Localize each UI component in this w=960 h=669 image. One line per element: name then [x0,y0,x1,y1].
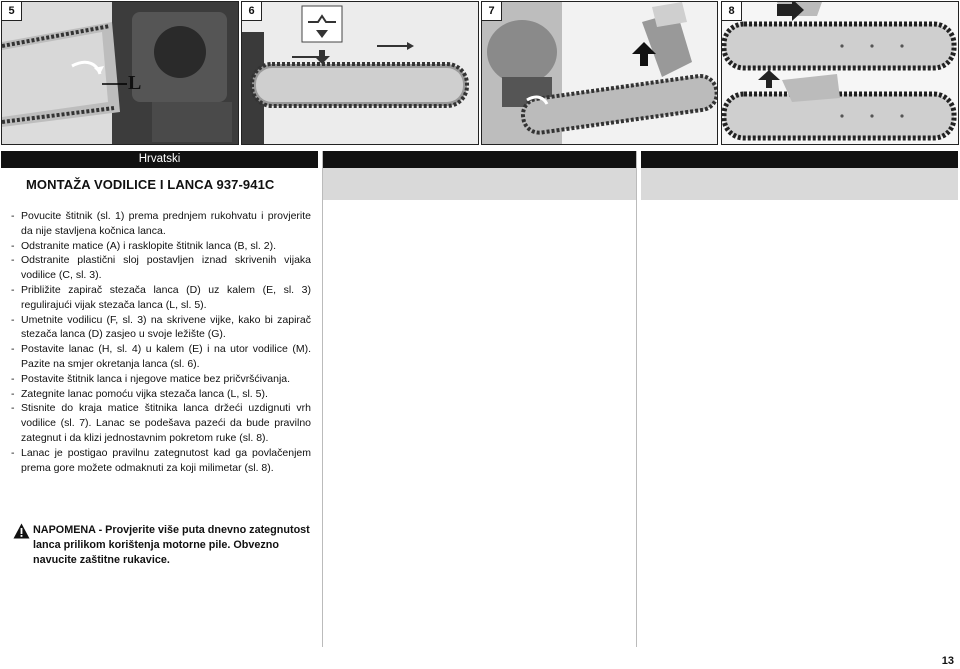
list-item: - Stisnite do kraja matice štitnika lanca držeći uzdignuti vrh vodilice (sl. 7). Lanac se podešava pazeći da bude pravilno zategnut i da klizi jednostavnim pokretom ruke (sl. 8). [11,401,311,445]
chain-tension-check-illustration [722,2,959,145]
figure-number: 8 [722,2,742,21]
figure-number: 7 [482,2,502,21]
list-item: - Povucite štitnik (sl. 1) prema prednjem rukohvatu i provjerite da nije stavljena kočnica lanca. [11,209,311,239]
list-item: - Postavite lanac (H, sl. 4) u kalem (E) i na utor vodilice (M). Pazite na smjer okretanja lanca (sl. 6). [11,342,311,372]
title-band [323,168,636,200]
figure-5 [1,1,239,145]
list-item: - Umetnite vodilicu (F, sl. 3) na skrivene vijke, kako bi zapirač stezača lanca (D) zasjeo u svoje ležište (G). [11,313,311,343]
language-header: Hrvatski [1,151,318,168]
chainsaw-closeup-illustration [2,2,239,145]
figure-number: 6 [242,2,262,21]
list-item: - Zategnite lanac pomoću vijka stezača lanca (L, sl. 5). [11,387,311,402]
list-item: - Postavite štitnik lanca i njegove matice bez pričvršćivanja. [11,372,311,387]
list-item: - Odstranite matice (A) i rasklopite štitnik lanca (B, sl. 2). [11,239,311,254]
page-number: 13 [941,655,954,667]
list-item: - Lanac je postigao pravilnu zategnutost kad ga povlačenjem prema gore možete odmaknuti za koji milimetar (sl. 8). [11,446,311,476]
figure-8 [721,1,959,145]
column-header-bar [641,151,958,168]
instruction-list [1,209,318,475]
figure-6 [241,1,479,145]
figure-number: 5 [2,2,22,21]
figure-7 [481,1,718,145]
warning-icon [13,523,30,539]
content-column-empty [322,151,637,647]
title-band [641,168,958,200]
chain-direction-illustration [242,2,479,145]
column-header-bar [323,151,636,168]
warning-note [13,523,311,568]
callout-label-l: L [128,72,142,94]
warning-text: NAPOMENA - Provjerite više puta dnevno zategnutost lanca prilikom korištenja motorne pile. Obvezno navucite zaštitne rukavice. [33,524,310,566]
tighten-nuts-illustration [482,2,718,145]
section-title: MONTAŽA VODILICE I LANCA 937-941C [26,177,275,192]
content-column-empty [641,151,958,647]
content-column [1,151,318,647]
list-item: - Približite zapirač stezača lanca (D) uz kalem (E, sl. 3) regulirajući vijak stezača lanca (L, sl. 5). [11,283,311,313]
list-item: - Odstranite plastični sloj postavljen iznad skrivenih vijaka vodilice (C, sl. 3). [11,253,311,283]
